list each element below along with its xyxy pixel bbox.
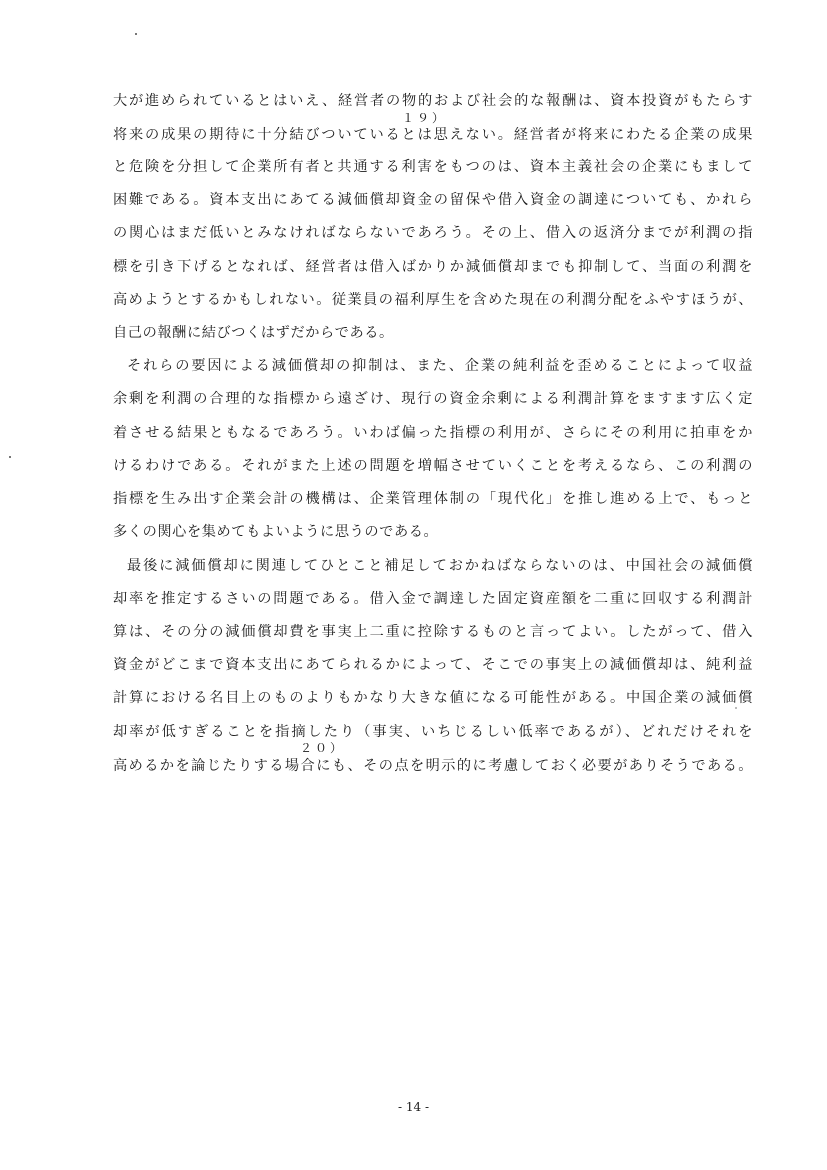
scan-speck — [9, 456, 11, 458]
body-text-line: 大が進められているとはいえ、経営者の物的および社会的な報酬は、資本投資がもたらす — [113, 93, 753, 109]
body-text-line: 計算における名目上のものよりもかなり大きな値になる可能性がある。中国企業の減価償 — [113, 690, 753, 706]
body-text-line: 算は、その分の減価償却費を事実上二重に控除するものと言ってよい。したがって、借入 — [113, 624, 753, 640]
body-text-line: それらの要因による減価償却の抑制は、また、企業の純利益を歪めることによって収益 — [127, 358, 753, 374]
body-text-line: 将来の成果の期待に十分結びついているとは思えない。経営者が将来にわたる企業の成果 — [113, 127, 753, 143]
scan-speck — [735, 707, 737, 709]
body-text-line: の関心はまだ低いとみなければならないであろう。その上、借入の返済分までが利潤の指 — [113, 225, 753, 241]
footnote-marker-20: ２０） — [300, 741, 346, 755]
body-text-line: 困難である。資本支出にあてる減価償却資金の留保や借入資金の調達についても、かれら — [113, 192, 753, 208]
body-text-line: 資金がどこまで資本支出にあてられるかによって、そこでの事実上の減価償却は、純利益 — [113, 657, 753, 673]
footnote-marker-19: １９） — [402, 111, 448, 125]
body-text-line: けるわけである。それがまた上述の問題を増幅させていくことを考えるなら、この利潤の — [113, 458, 753, 474]
body-text-line: 高めようとするかもしれない。従業員の福利厚生を含めた現在の利潤分配をふやすほうが、 — [113, 292, 753, 308]
body-text-line: 多くの関心を集めてもよいように思うのである。 — [113, 524, 439, 540]
body-text-line: 着させる結果ともなるであろう。いわば偏った指標の利用が、さらにその利用に拍車をか — [113, 425, 753, 441]
body-text-line: 却率を推定するさいの問題である。借入金で調達した固定資産額を二重に回収する利潤計 — [113, 591, 753, 607]
body-text-line: 標を引き下げるとなれば、経営者は借入ばかりか減価償却までも抑制して、当面の利潤を — [113, 259, 753, 275]
body-text-line: 却率が低すぎることを指摘したり（事実、いちじるしい低率であるが）、どれだけそれを — [113, 724, 753, 740]
scan-speck — [135, 33, 137, 35]
body-text-line: 余剰を利潤の合理的な指標から遠ざけ、現行の資金余剰による利潤計算をますます広く定 — [113, 391, 753, 407]
body-text-line: 高めるかを論じたりする場合にも、その点を明示的に考慮しておく必要がありそうである。 — [113, 758, 753, 774]
body-text-line: と危険を分担して企業所有者と共通する利害をもつのは、資本主義社会の企業にもまして — [113, 159, 753, 175]
body-text-line: 最後に減価償却に関連してひとこと補足しておかねばならないのは、中国社会の減価償 — [127, 558, 753, 574]
body-text-line: 自己の報酬に結びつくはずだからである。 — [113, 325, 394, 341]
page-number: - 14 - — [397, 1100, 429, 1114]
body-text-line: 指標を生み出す企業会計の機構は、企業管理体制の「現代化」を推し進める上で、もっと — [113, 491, 753, 507]
